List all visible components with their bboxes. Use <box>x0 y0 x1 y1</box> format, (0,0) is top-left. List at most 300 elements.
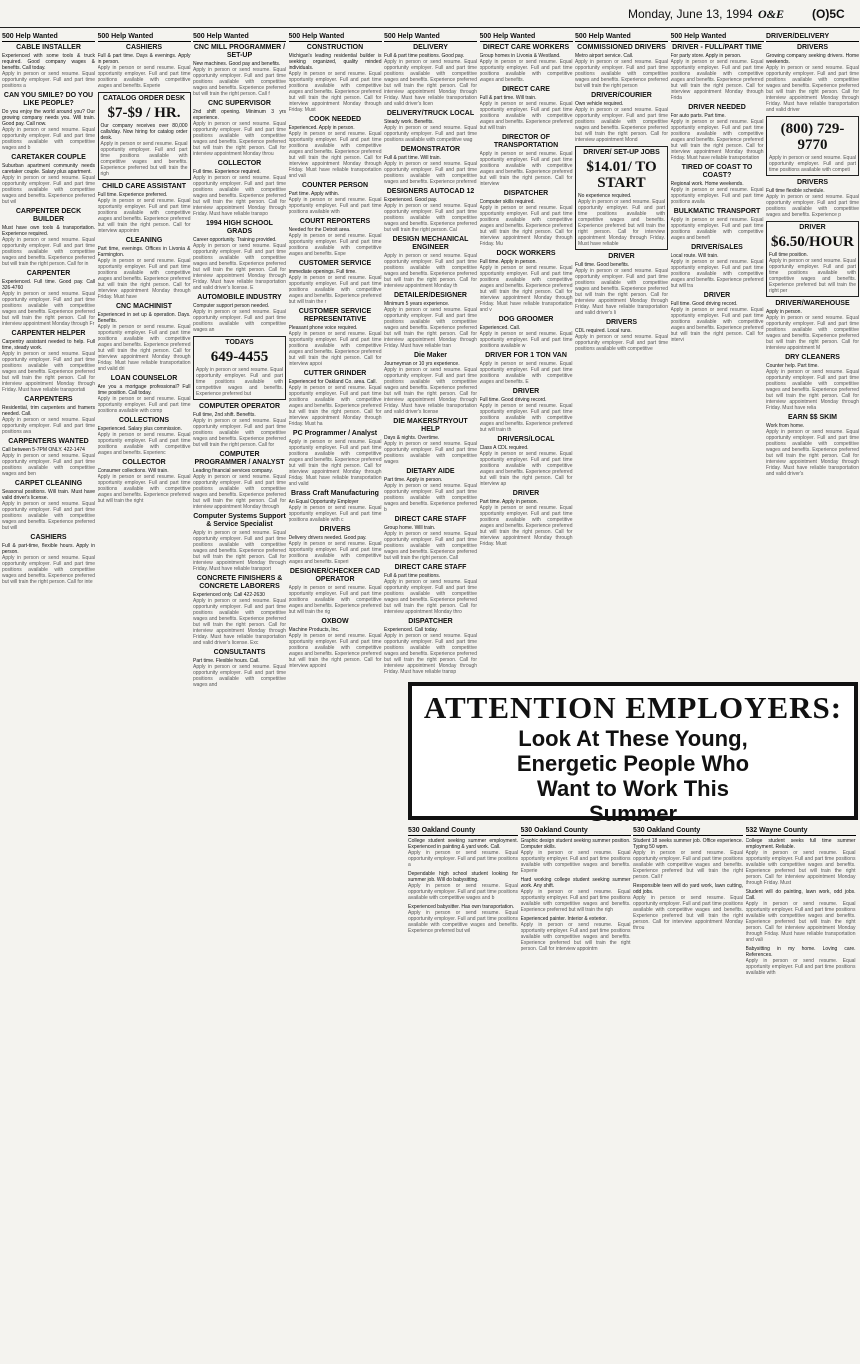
ad-title: CARETAKER COUPLE <box>11 154 86 161</box>
classified-ad <box>2 270 95 327</box>
ad-body: Own vehicle required. <box>575 101 624 107</box>
ad-fine-print: Apply in person or send resume. Equal opportunity employer. Full and part time positions available with competitive wages and benefits. Experience preferred but will tra <box>670 259 764 289</box>
ad-body: No experience required. <box>578 193 632 199</box>
ad-fine-print: Apply in person or send resume. Equal opportunity employer. Full and part time positions available with competitive wages and benefits. Experience preferred but will train the right person. Call for interview appointment Monday through Friday. Must have reliable transportation and vali <box>745 901 856 943</box>
ad-title: CNC MACHINIST <box>116 303 172 310</box>
ad-fine-print: Apply in person or send resume. Equal opportunity employer. Full and part time positions available with competitive wages and benefits. Experience preferred but will train the right person. Call for interview appointment Monday throu <box>193 121 286 157</box>
classified-ad <box>289 618 382 669</box>
ad-title: CATALOG ORDER DESK <box>102 95 186 102</box>
ad-body: Full time, 2nd shift. Benefits. <box>193 412 256 418</box>
ad-fine-print: Apply in person or send resume. Equal opportunity employer. Full and part time positions available with competitive wages and benefits. Experience preferred but will train the right person. Call for interview appointment Monday through Friday. Must have reliable transportation and valid driver's <box>766 429 859 477</box>
ad-fine-print: Apply in person or send resume. Equal opportunity employer. Full and part time positions available with competitive wages an <box>193 309 286 333</box>
ad-title: Computer Systems Support & Service Specialist <box>193 513 286 528</box>
classified-ad <box>289 260 382 305</box>
classified-ad <box>384 516 477 561</box>
ad-title: 1994 HIGH SCHOOL GRADS <box>206 220 273 235</box>
ad-fine-print: Apply in person or send resume. Equal opportunity employer. Full and part time positions available with competitive wages and benefits. Experience preferred but will train th <box>479 403 573 433</box>
ad-fine-print: Apply in person or send resume. Equal opportunity employer. Full and part time positions available with competitive wages and benefits. Experience preferred but will train the right person. Call for interview <box>479 151 573 187</box>
classified-ad <box>575 44 668 89</box>
ad-title: DRIVERS <box>605 319 638 326</box>
ad-title: DIRECT CARE STAFF <box>394 516 467 523</box>
ad-fine-print: Apply in person or send resume. Equal opportunity employer. Full and part time positions available with competitive wages and benefits. Experience preferred but will train the right person. Call for interview appointment Monday throu <box>633 895 743 931</box>
ad-fine-print: Apply in person or send resume. Equal opportunity employer. Full and part time positions available with competitive wages and benefits. Experience preferred but will train the right person. Call for interview appoint <box>288 633 382 669</box>
ad-fine-print: Apply in person or send resume. Equal opportunity employer. Full and part time positions available with competitive wages and benefits. Experience preferred but will train the right per <box>769 258 856 294</box>
column-heading: 532 Wayne County <box>746 826 856 836</box>
ad-fine-print: Apply in person or send resume. Equal opportunity employer. Full and part time positions available with competitive wages and benefits. Experience preferred but will train the right person. Call for interview appointment Monday through Friday. Must have reliable transportation and vali <box>288 131 382 179</box>
ad-title: DRIVER <box>608 253 635 260</box>
column-heading: 500 Help Wanted <box>384 32 477 42</box>
ad-body: Immediate openings. Full time. <box>288 269 357 275</box>
ad-body: Experienced. Salary plus commission. <box>97 426 182 432</box>
ad-fine-print: Apply in person or send resume. Equal opportunity employer. Full and part time positions available with comp <box>97 396 191 414</box>
ad-title: DISPATCHER <box>503 190 549 197</box>
classified-ad <box>289 490 382 523</box>
ad-fine-print: Apply in person or send resume. Equal opportunity employer. Full and part time positions available with competitive wages and benefits. Experience preferred b <box>384 483 477 513</box>
ad-body: Full time. Good driving record. <box>670 301 738 307</box>
ad-body: Experienced in set up & operation. Days. Benefits. <box>97 312 191 324</box>
ad-body: Suburban apartment community needs caretaker couple. Salary plus apartment. <box>2 163 95 175</box>
ad-body: Class A CDL required. <box>479 445 529 451</box>
ad-fine-print: Apply in person or send resume. Equal opportunity employer. Full and part time positions available with competitive wages and b <box>2 127 95 151</box>
ad-body: Experienced. Full time. Good pay. Call 326-4760 <box>2 279 95 291</box>
ad-title: DISPATCHER <box>408 618 453 625</box>
ad-title: DRIVER NEEDED <box>688 104 746 111</box>
ad-fine-print: Apply in person or send resume. Equal opportunity employer. Full and part time positions available with competitive wages and benefits. Experience preferred but will train the right person. Call for interview appointment Monday through Friday. Must have reliable transportation and valid driver <box>766 65 859 113</box>
ad-fine-print: Apply in person or send resume. Equal opportunity employer. Full and part time positions available with competitive wages and benefits. Experience preferred but wil <box>2 175 95 205</box>
classified-ad <box>193 294 286 333</box>
ad-title: COMPUTER OPERATOR <box>198 403 281 410</box>
column-heading: 500 Help Wanted <box>575 32 668 42</box>
ad-fine-print: Apply in person or send resume. Equal opportunity employer. Full and part time positions available with competitive wages and benefits. Experience preferred but will train the right person. Call for interview appointment Monday through Friday. Must ha <box>288 385 382 427</box>
ad-title: DESIGNER/CHECKER CAD OPERATOR <box>289 568 381 583</box>
ad-body: Leading financial services company. <box>193 468 273 474</box>
classified-ad <box>193 451 286 510</box>
columns-column-3 <box>193 32 286 1362</box>
classified-ad <box>98 92 191 180</box>
columns-column-5 <box>384 32 477 678</box>
ad-fine-print: Apply in person or send resume. Equal opportunity employer. Full and part time positions available with competitive wages and benefits. Experience preferred but will train the right person. Call for interview appointm <box>97 198 191 234</box>
classified-ad <box>2 330 95 393</box>
classified-ad <box>193 100 286 157</box>
ad-fine-print: Apply in person or send resume. Equal opportunity employer. Full and part time positions available with competitive wages and benefits. Experience preferred but will train the right person. Call for interview appointment Monday th <box>384 253 477 289</box>
ad-body: Apply in person. <box>766 309 802 315</box>
ad-body: College student seeking summer employment. Experienced in painting & yard work. Call. <box>408 838 518 850</box>
ad-body: Group home. Will train. <box>384 525 436 531</box>
ad-fine-print: Apply in person or send resume. Equal opportunity employer. Full and part time positions available with competitive wag <box>384 125 477 143</box>
ad-body: Group homes in Livonia & Westland. <box>479 53 561 59</box>
ad-fine-print: Apply in person or send resume. Equal opportunity employer. Full and part time positions available with competitive wages and benefits. Experience preferred but will train the right person. Call for interview appointment Monday through Frida <box>670 59 764 101</box>
ad-body: Our company receives over 80,000 calls/day. Now hiring for catalog order desk. <box>100 123 188 141</box>
classified-ad <box>289 370 382 427</box>
ad-fine-print: Apply in person or send resume. Equal opportunity employer. Full and part time positions available with <box>745 958 856 976</box>
ad-fine-print: Apply in person or send resume. Equal opportunity employer. Full and part time positions available with competitive wages and benefits. Experience preferred but will train the right person. Call for interview appointment Monday through Friday. Must have <box>97 258 191 300</box>
ad-title: COMMISSIONED DRIVERS <box>577 44 666 51</box>
classified-ad <box>193 649 286 688</box>
ad-highlight: (800) 729-9770 <box>780 121 845 153</box>
ad-fine-print: Apply in person or send resume. Equal opportunity employer. Full and part time positions available with competitive wages and benefits. Experience preferred but will train the right person. Call for interview appointment Monday through Friday. Must have reliable <box>578 199 665 247</box>
classified-ad <box>746 889 856 943</box>
ad-fine-print: Apply in person or send resume. Equal opportunity employer. Full and part time positions available with competitive wages and benefits. Experience preferred but <box>196 367 283 397</box>
classified-ad <box>480 352 573 385</box>
classified-ad <box>2 92 95 151</box>
columns-column-4 <box>289 32 382 1362</box>
ad-title: COUNTER PERSON <box>301 182 369 189</box>
ad-title: CARPENTER DECK BUILDER <box>15 208 82 223</box>
ad-body: Steady work. Benefits. <box>384 119 434 125</box>
issue-date: Monday, June 13, 1994 <box>628 7 753 21</box>
ad-fine-print: Apply in person or send resume. Equal opportunity employer. Full and part time positions a <box>2 71 95 89</box>
classified-ad <box>521 877 631 913</box>
ad-body: Part time. Apply in person. <box>479 499 538 505</box>
attention-employers-banner <box>408 682 858 826</box>
ad-fine-print: Apply in person or send resume. Equal opportunity employer. Full and part time positions available with competitive wages and benefits. Experie <box>97 65 191 89</box>
ad-title: PC Programmer / Analyst <box>292 430 378 437</box>
ad-body: Full time flexible schedule. <box>766 188 825 194</box>
ad-fine-print: Apply in person or send resume. Equal opportunity employer. Full and part time positions available with competitive wages and benefits. Experience preferred but will train the right person. Call for inte <box>2 555 95 585</box>
classified-ad <box>671 104 764 161</box>
ad-body: Michigan's leading residential builder is seeking organized, quality minded individuals. <box>288 53 382 71</box>
classified-ad <box>480 250 573 313</box>
classified-ad <box>2 438 95 477</box>
ad-fine-print: Apply in person or send resume. Equal opportunity employer. Full and part time positions available with competitive wages and benefits. Experience preferred but will train the righ <box>520 889 631 913</box>
ad-fine-print: Apply in person or send resume. Equal opportunity employer. Full and part time positions available with competitive wages and benefits. Experience preferred but will train the right person. Call f <box>193 67 286 97</box>
classified-ad <box>766 221 859 297</box>
ad-fine-print: Apply in person or send resume. Equal opportunity employer. Full and part time positions available with competitive wages and benefi <box>670 217 764 241</box>
classified-ad <box>98 303 191 372</box>
ad-fine-print: Apply in person or send resume. Equal opportunity employer. Full and part time positions ava <box>2 417 95 435</box>
ad-body: Dependable high school student looking for summer job. Will do babysitting. <box>408 871 518 883</box>
column-heading: 500 Help Wanted <box>289 32 382 42</box>
ad-title: CASHIERS <box>30 534 67 541</box>
ad-body: Seasonal positions. Will train. Must have valid driver's license. <box>2 489 95 501</box>
classified-ad <box>289 430 382 487</box>
ad-body: Babysitting in my home. Loving care. References. <box>745 946 856 958</box>
classified-ad <box>575 253 668 316</box>
ad-fine-print: Apply in person or send resume. Equal opportunity employer. Full and part time positions available with competitive wages <box>384 441 477 465</box>
header-rule <box>0 27 860 28</box>
ad-title: TODAYS <box>225 339 254 346</box>
ad-fine-print: Apply in person or send resume. Equal opportunity employer. Full and part time positions available with competitive wages and benefits. Experience preferred but will train the right person. Call for interview appointment Monday through Friday. Must have reliable transportation and valid driver's license. E <box>193 243 286 291</box>
ad-fine-print: Apply in person or send resume. Equal opportunity employer. Full and part time positions available with competitive <box>575 334 668 352</box>
classified-ad <box>384 352 477 415</box>
ad-body: CDL required. Local runs. <box>575 328 632 334</box>
ad-fine-print: Apply in person or send resume. Equal opportunity employer. Full and part time positions available with competitive wages and benefits. Experience preferred but will train the right person. Call for interview appointment Monday through Friday. Must have reliable transportation and v <box>479 265 573 313</box>
ad-body: 2nd shift opening. Minimum 3 yrs experience. <box>193 109 286 121</box>
classified-ad <box>384 188 477 233</box>
ad-body: Full time. Good benefits. <box>575 262 630 268</box>
ad-fine-print: Apply in person or send resume. Equal opportunity employer. Full and part time positions available with competitive wages and benefits. Experience preferred but will train the right person. Call for interview appointm <box>520 922 631 952</box>
columns-column-7 <box>575 32 668 678</box>
classified-ad <box>384 618 477 675</box>
column-heading: DRIVER/DELIVERY <box>766 32 859 42</box>
classified-ad <box>193 44 286 97</box>
ad-fine-print: Apply in person or send resume. Equal opportunity employer. Full and part time positions available with competitive wages and benefits. Experience preferred but will train the right person. Call for interview appointment Monday through Friday. Must <box>745 850 856 886</box>
classified-ad <box>480 490 573 547</box>
ad-title: DIRECTOR OF TRANSPORTATION <box>493 134 559 149</box>
ad-body: Experienced with some tools & truck required. Good company wages & benefits. Call today. <box>2 53 95 71</box>
ad-fine-print: Apply in person or send resume. Equal opportunity employer. Full and part time positions available with competitive wages and benefits. Experienc <box>97 432 191 456</box>
ad-body: Counter help. Part time. <box>766 363 819 369</box>
ad-body: Experienced. Call. <box>479 325 521 331</box>
classified-ad <box>521 838 631 874</box>
classified-ad <box>671 244 764 289</box>
ad-fine-print: Apply in person or send resume. Equal opportunity employer. Full and part time positions available with competitive wages and benefits. Experience preferred but will train the right person. Call for interview appointment Monday through Friday. Must have relia <box>766 369 859 411</box>
ad-title: COLLECTOR <box>217 160 262 167</box>
ad-body: Regional work. Home weekends. <box>670 181 744 187</box>
ad-title: CNC MILL PROGRAMMER / SET-UP <box>193 44 286 59</box>
ad-body: College student seeks full time summer employment. Reliable. <box>745 838 856 850</box>
classified-ad <box>746 946 856 976</box>
ad-title: CARPENTER <box>26 270 71 277</box>
classified-ad <box>766 300 859 351</box>
ad-title: CONCRETE FINISHERS & CONCRETE LABORERS <box>196 575 283 590</box>
ad-title: CARPENTER HELPER <box>11 330 86 337</box>
ad-fine-print: Apply in person or send resume. Equal opportunity employer. Full and part time positions available with competitive wages and benefits. Experience preferred but will train the right person. Call for interview appointment Monday through <box>193 474 286 510</box>
ad-title: DRIVER <box>512 388 540 395</box>
column-heading: 500 Help Wanted <box>98 32 191 42</box>
classified-ad <box>289 218 382 257</box>
ad-title: DRIVERS <box>319 526 351 533</box>
classified-ad <box>480 86 573 131</box>
classified-ad <box>384 292 477 349</box>
ad-body: An Equal Opportunity Employer <box>288 499 359 505</box>
ad-title: CUSTOMER SERVICE <box>298 260 372 267</box>
ad-fine-print: Apply in person or send resume. Equal opportunity employer. Full and part time positions available with competitive wages and benefits. <box>479 59 573 83</box>
ad-title: DOCK WORKERS <box>496 250 556 257</box>
classified-ad <box>671 292 764 343</box>
classified-ad <box>98 237 191 300</box>
banner-line-2: Energetic People Who <box>516 751 750 776</box>
ad-body: Carpentry assistant needed to help. Full time, steady work. <box>2 339 95 351</box>
classified-ad <box>289 116 382 179</box>
column-heading: 530 Oakland County <box>408 826 518 836</box>
column-heading: 500 Help Wanted <box>671 32 764 42</box>
classified-ad <box>746 838 856 886</box>
classified-ad <box>575 319 668 352</box>
ad-body: Part time. Apply in person. <box>384 477 443 483</box>
ad-fine-print: Apply in person or send resume. Equal opportunity employer. Full and part time positions availa <box>670 187 764 205</box>
ad-title: CARPENTERS <box>24 396 73 403</box>
page-header <box>0 0 860 26</box>
lower-column-4 <box>746 826 856 1360</box>
ad-title: DOG GROOMER <box>498 316 554 323</box>
classified-ad <box>766 179 859 218</box>
classified-ad <box>408 838 518 868</box>
ad-title: COMPUTER PROGRAMMER / ANALYST <box>194 451 285 466</box>
classified-ad <box>2 44 95 89</box>
ad-title: BULKMATIC TRANSPORT <box>673 208 761 215</box>
ad-body: Experienced for Oakland Co. area. Call. <box>288 379 377 385</box>
ad-body: Responsible teen will do yard work, lawn cutting, odd jobs. <box>633 883 743 895</box>
ad-body: Experienced. Good pay. <box>384 197 438 203</box>
ad-highlight: $7-$9 / HR. <box>107 105 181 121</box>
ad-title: EARN $$ SKIM <box>787 414 837 421</box>
classified-ad <box>384 418 477 465</box>
ad-fine-print: Apply in person or send resume. Equal opportunity employer. Full and part time positions available with competitive wages and benefits. Experience preferred but will train the right person. Call for interview appointment Monday through Friday. Must have reliable tran <box>384 307 477 349</box>
ad-body: Career opportunity. Training provided. <box>193 237 277 243</box>
ad-title: DRIVER/ SET-UP JOBS <box>583 149 660 156</box>
ad-fine-print: Apply in person or send resume. Equal opportunity employer. Full and part time positions available with competitive wages and benefits. Experience preferred but will train the right person. Call for interview appointment Monday through Friday. Must have reliable transpo <box>193 175 286 217</box>
page-number: (O)5C <box>812 7 845 21</box>
ad-body: Needed for the Detroit area. <box>288 227 351 233</box>
classified-ad <box>2 534 95 585</box>
ad-title: Die Maker <box>413 352 448 359</box>
ad-fine-print: Apply in person or send resume. Equal opportunity employer. Full and part time positions available with competitive wages and benefits. Experience preferred but will train the right person. Call for interview appointment Monday through Friday. Must <box>479 505 573 547</box>
banner-line-3: Want to Work This <box>537 776 729 801</box>
ad-title: COLLECTOR <box>122 459 166 466</box>
ad-title: AUTOMOBILE INDUSTRY <box>197 294 282 301</box>
ad-fine-print: Apply in person or send resume. Equal opportunity employer. Full and part time positions available with competitive wages and benefits. Experience preferred but will <box>2 501 95 531</box>
ad-fine-print: Apply in person or send resume. Equal opportunity employer. Full and part time positions a <box>408 850 518 868</box>
classified-ad <box>98 459 191 504</box>
classified-ad <box>384 564 477 615</box>
ad-fine-print: Apply in person or send resume. Equal opportunity employer. Full and part time positions available with competitive wages and benefits. Expe <box>288 233 382 257</box>
ad-title: DIRECT CARE <box>502 86 550 93</box>
classified-ad <box>98 44 191 89</box>
columns-column-2 <box>98 32 191 1362</box>
classified-ad <box>480 190 573 247</box>
ad-body: Full & part time. Will train. <box>384 155 441 161</box>
classified-ad <box>766 354 859 411</box>
columns-column-9 <box>766 32 859 678</box>
ad-title: CONSTRUCTION <box>306 44 364 51</box>
ad-title: DRIVERS <box>796 44 829 51</box>
column-heading: 500 Help Wanted <box>2 32 95 42</box>
ad-body: Full time position. <box>769 252 808 258</box>
ad-title: DRIVER/COURIER <box>591 92 652 99</box>
ad-body: New machines. Good pay and benefits. <box>193 61 281 67</box>
ad-body: Graphic design student seeking summer position. Computer skills. <box>520 838 631 850</box>
ad-fine-print: Apply in person or send resume. Equal opportunity employer. Full and part time positions available with competitive wages and benefits. Experience preferred but will train the right person. Call for interview appointment Monday through Friday. Mu <box>479 205 573 247</box>
ad-title: DETAILER/DESIGNER <box>394 292 467 299</box>
ad-title: DELIVERY <box>413 44 448 51</box>
column-heading: 530 Oakland County <box>633 826 743 836</box>
classified-ad <box>480 134 573 187</box>
ad-fine-print: Apply in person or send resume. Equal opportunity employer. Full and part time positions available with competitive wages and benefits. Experience preferred but will train the right person <box>575 59 668 89</box>
ad-highlight: 649-4455 <box>210 349 269 365</box>
ad-fine-print: Apply in person or send resume. Equal opportunity employer. Full and part time positions available with competitive wages and benefits. Experience preferred but will train the right person. Cal <box>384 203 477 233</box>
ad-body: Minimum 5 years experience. <box>384 301 450 307</box>
ad-body: Days & nights. Overtime. <box>384 435 440 441</box>
classified-ad <box>480 316 573 349</box>
ad-title: DRIVER <box>703 292 731 299</box>
ad-title: DRIVER <box>799 224 826 231</box>
ad-title: CARPENTERS WANTED <box>8 438 89 445</box>
ad-fine-print: Apply in person or send resume. Equal opportunity employer. Full and part time positions available with competitive wages and benefits. Experience preferred but will train the right person. Call <box>384 531 477 561</box>
classified-ad <box>289 526 382 565</box>
ad-title: CAN YOU SMILE? DO YOU LIKE PEOPLE? <box>3 92 94 107</box>
ad-title: DRIVER/WAREHOUSE <box>775 300 850 307</box>
ad-fine-print: Apply in person or send resume. Equal opportunity employer. Full and part time positions available with competitive wages and benefits. Experience preferred but will train the right person. Call for <box>193 418 286 448</box>
ad-body: Growing company seeking drivers. Home weekends. <box>766 53 859 65</box>
banner-line-1: Look At These Young, <box>518 726 748 751</box>
classified-ad <box>408 871 518 901</box>
ad-title: OXBOW <box>321 618 349 625</box>
ad-title: DIRECT CARE WORKERS <box>482 44 570 51</box>
classified-ad <box>671 44 764 101</box>
classified-ad <box>193 403 286 448</box>
ad-fine-print: Apply in person or send resume. Equal opportunity employer. Full and part time positions available with competitive wages and benefits. Experience preferred <box>384 161 477 185</box>
columns-column-8 <box>671 32 764 678</box>
ad-fine-print: Apply in person or send resume. Equal opportunity employer. Full and part time positions available with competitive wages and benefits. Experience preferred but will train the right person. Call for interview appointment Monday through Friday. Must have reliable transportation and valid <box>288 439 382 487</box>
banner-line-4: Summer <box>588 801 678 826</box>
ad-body: Part time. Flexible hours. Call. <box>193 658 260 664</box>
ad-title: DIETARY AIDE <box>406 468 455 475</box>
ad-fine-print: Apply in person or send resume. Equal opportunity employer. Full and part time positions available with competitive wages and benefits. Experience preferred but will train the right person. Call for in <box>2 237 95 267</box>
classified-ad <box>2 396 95 435</box>
ad-body: For party store. Apply in person. <box>670 53 742 59</box>
classified-ad <box>671 208 764 241</box>
lower-column-3 <box>633 826 743 1360</box>
ad-body: Full & part-time, flexible hours. Apply in person. <box>2 543 95 555</box>
ad-fine-print: Apply in person or send resume. Equal opportunity employer. Full and part time positions available with competitive wages and benefits. Experience preferred but will train <box>479 101 573 131</box>
ad-body: Full & part time positions. Good pay. <box>384 53 465 59</box>
ad-fine-print: Apply in person or send resume. Equal opportunity employer. Full and part time positions available with c <box>288 505 382 523</box>
ad-fine-print: Apply in person or send resume. Equal opportunity employer. Full and part time positions available with competitive wages and benefits. Experience preferred but will train the right person. Call for interview appointment Monday through Friday. Must have reliable transportation and valid driver's li <box>575 268 668 316</box>
column-heading: 500 Help Wanted <box>193 32 286 42</box>
ad-title: CONSULTANTS <box>213 649 266 656</box>
ad-fine-print: Apply in person or send resume. Equal opportunity employer. Full and part time positions available with competitive wages and benefits. Experience preferred but will train the right person. Call for intervi <box>670 307 764 343</box>
ad-body: Student 18 seeks summer job. Office experience. Typing 50 wpm. <box>633 838 743 850</box>
ad-body: Local route. Will train. <box>670 253 719 259</box>
ad-fine-print: Apply in person or send resume. Equal opportunity employer. Full and part time positions available with competitive wages and benefits. Experience preferred but will train the right <box>97 474 191 504</box>
ad-title: CNC SUPERVISOR <box>208 100 271 107</box>
ad-body: Full & part time. Will train. <box>479 95 537 101</box>
ad-fine-print: Apply in person or send resume. Equal opportunity employer. Full and part time positions available with competitive wages and ben <box>2 453 95 477</box>
ad-title: DRIVER - FULL/PART TIME <box>672 44 762 51</box>
ad-title: CASHIERS <box>125 44 163 51</box>
ad-title: COURT REPORTERS <box>299 218 371 225</box>
classified-ad <box>98 375 191 414</box>
ad-fine-print: Apply in person or send resume. Equal opportunity employer. Full and part time positions available with <box>288 197 382 215</box>
classified-ad <box>193 220 286 291</box>
classified-ad <box>384 146 477 185</box>
ad-title: CUTTER GRINDER <box>303 370 367 377</box>
ad-fine-print: Apply in person or send resume. Equal opportunity employer. Full and part time positions available with competitive wages and benefits. Experience preferred but will train the right person. Call for interview appointment Monday through Friday. Must have reliable transportation and valid driver's license. Exc <box>193 598 286 646</box>
ad-body: Delivery drivers needed. Good pay. <box>288 535 367 541</box>
classified-ad <box>193 575 286 646</box>
classified-ad <box>98 183 191 234</box>
ad-fine-print: Apply in person or send resume. Equal opportunity employer. Full and part time positions available with competitive wages and benefits. Experi <box>288 541 382 565</box>
ad-body: Student will do painting, lawn work, odd jobs. Call. <box>745 889 856 901</box>
columns-column-1 <box>2 32 95 1362</box>
ad-body: Full & part time. Days & evenings. Apply in person. <box>97 53 191 65</box>
ad-fine-print: Apply in person or send resume. Equal opportunity employer. Full and part time positions available with competitive wages and b <box>408 883 518 901</box>
ad-title: Brass Craft Manufacturing <box>291 490 379 497</box>
ad-title: DRIVER FOR 1 TON VAN <box>485 352 567 359</box>
ad-body: Computer support person needed. <box>193 303 270 309</box>
classified-ad <box>766 116 859 176</box>
ad-title: DRIVERS <box>796 179 829 186</box>
ad-fine-print: Apply in person or send resume. Equal opportunity employer. Full and part time positions available with competitive wages and benefits. Experience preferred but will train the right person. Call for interview appointment Monday through Friday. Must <box>288 71 382 113</box>
ad-body: Part time. Apply within. <box>288 191 340 197</box>
ad-title: DELIVERY/TRUCK LOCAL <box>386 110 475 117</box>
column-heading: 530 Oakland County <box>521 826 631 836</box>
classified-ad <box>2 208 95 267</box>
ad-body: Machine Products, Inc. <box>288 627 340 633</box>
ad-title: CLEANING <box>125 237 163 244</box>
ad-fine-print: Apply in person or send resume. Equal opportunity employer. Full and part time positions available with competitive wages and benefits. Experie <box>520 850 631 874</box>
ad-body: Consumer collections. Will train. <box>97 468 169 474</box>
classified-ad <box>480 44 573 83</box>
ad-fine-print: Apply in person or send resume. Equal opportunity employer. Full and part time positions available with competitive wages and benefits. Experience preferred but will train the right person. Call for interview ap <box>479 451 573 487</box>
ad-fine-print: Apply in person or send resume. Equal opportunity employer. Full and part time positions available with competitive wages and benefits. Experience preferred but will train the right person. Call for interview appointment Monday through Friday. Must have reliable transportati <box>2 351 95 393</box>
ad-title: DRIVER <box>512 490 540 497</box>
classified-ad <box>766 44 859 113</box>
classified-ad <box>480 436 573 487</box>
ad-body: Full time. Good driving record. <box>479 397 547 403</box>
ad-title: CABLE INSTALLER <box>16 44 81 51</box>
